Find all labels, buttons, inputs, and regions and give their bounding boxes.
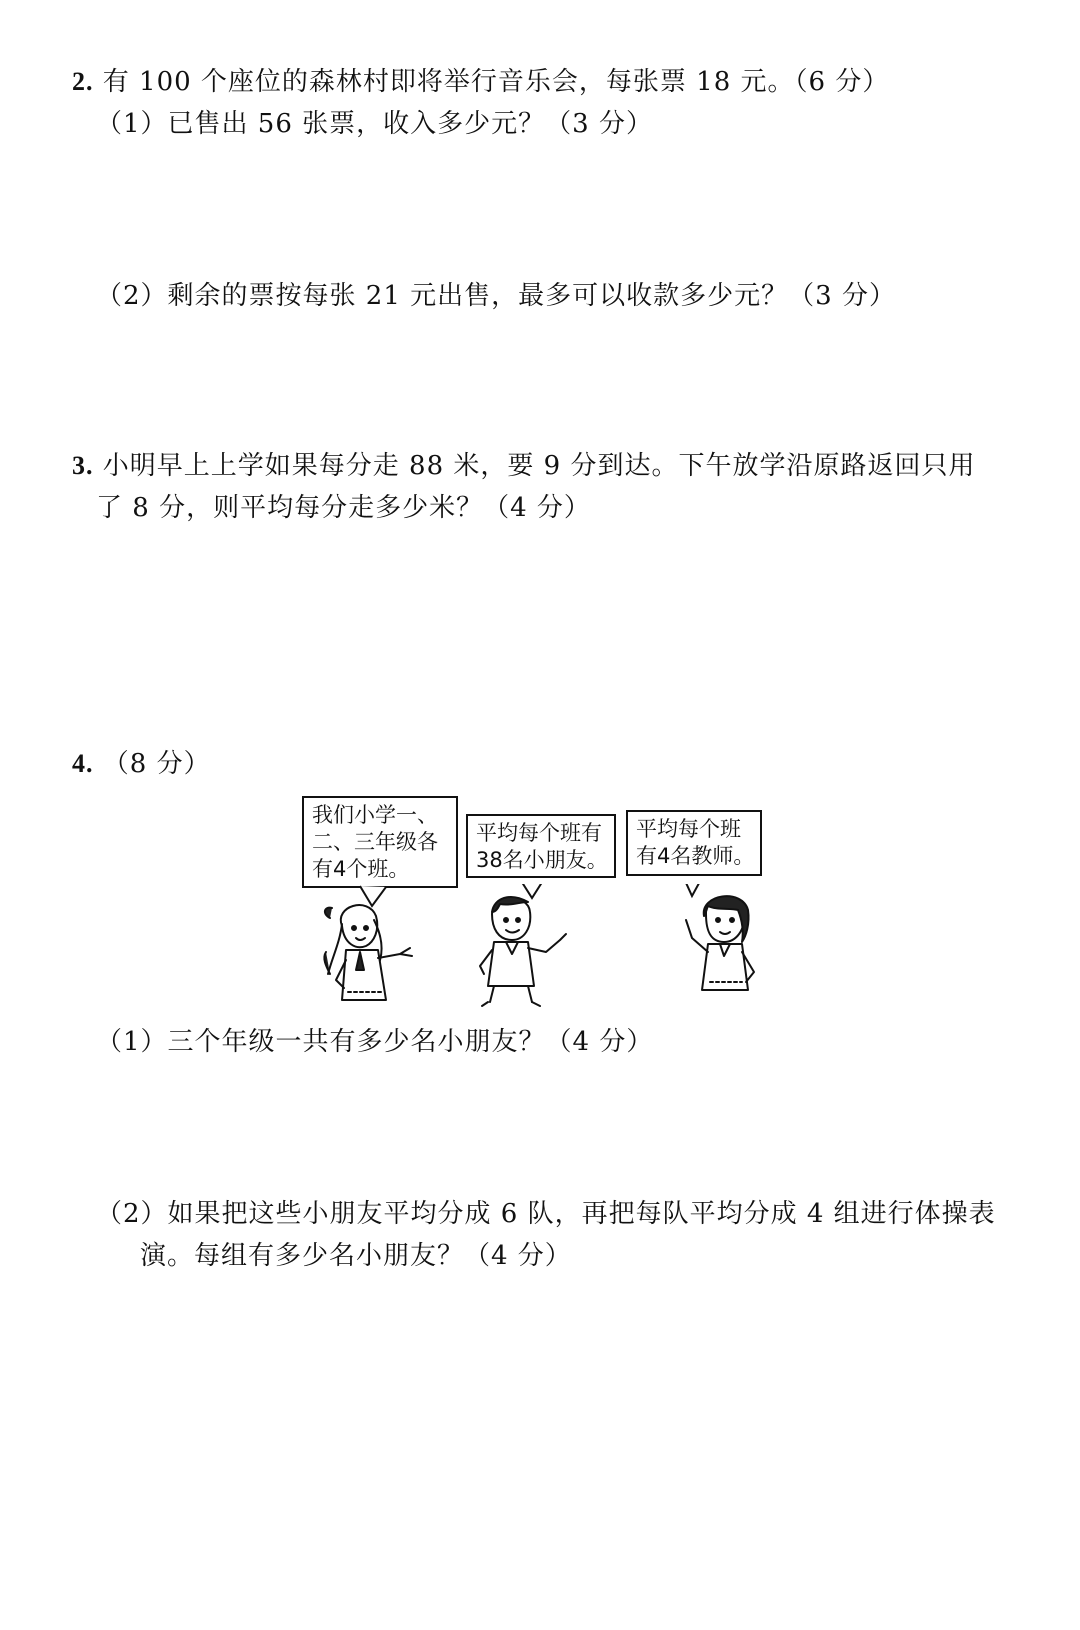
boy-figure bbox=[470, 890, 570, 1008]
q3-number: 3. bbox=[72, 451, 94, 480]
q2-stem-text: 有 100 个座位的森林村即将举行音乐会，每张票 18 元。（6 分） bbox=[102, 67, 890, 97]
q3-line1-text: 小明早上上学如果每分走 88 米，要 9 分到达。下午放学沿原路返回只用 bbox=[102, 451, 976, 481]
q4-sub1: （1）三个年级一共有多少名小朋友？（4 分） bbox=[96, 1027, 654, 1057]
teacher-figure bbox=[680, 890, 770, 1002]
q2-sub1: （1）已售出 56 张票，收入多少元？（3 分） bbox=[96, 109, 653, 139]
bubble-line: 38名小朋友。 bbox=[476, 848, 608, 872]
girl-figure bbox=[312, 896, 422, 1008]
q4-number: 4. bbox=[72, 749, 94, 778]
speech-bubble-boy bbox=[466, 814, 616, 878]
bubble-line: 平均每个班 bbox=[636, 817, 741, 841]
q2-sub2: （2）剩余的票按每张 21 元出售，最多可以收款多少元？（3 分） bbox=[96, 281, 896, 311]
bubble-line: 二、三年级各 bbox=[312, 830, 438, 854]
bubble-line: 我们小学一、 bbox=[312, 803, 438, 827]
bubble-line: 平均每个班有 bbox=[476, 821, 602, 845]
bubble-line: 有4个班。 bbox=[312, 857, 410, 881]
q4-sub2-line1: （2）如果把这些小朋友平均分成 6 队，再把每队平均分成 4 组进行体操表 bbox=[96, 1199, 996, 1229]
q2-number: 2. bbox=[72, 67, 94, 96]
q2-stem bbox=[72, 64, 889, 100]
q3-line2: 了 8 分，则平均每分走多少米？（4 分） bbox=[96, 493, 591, 523]
q4-sub2-line2: 演。每组有多少名小朋友？（4 分） bbox=[140, 1241, 572, 1271]
speech-bubble-teacher bbox=[626, 810, 762, 876]
q3-line1 bbox=[72, 448, 975, 484]
q4-header bbox=[72, 746, 211, 782]
bubble-line: 有4名教师。 bbox=[636, 844, 755, 868]
q4-points: （8 分） bbox=[102, 749, 211, 779]
speech-bubble-girl bbox=[302, 796, 458, 888]
